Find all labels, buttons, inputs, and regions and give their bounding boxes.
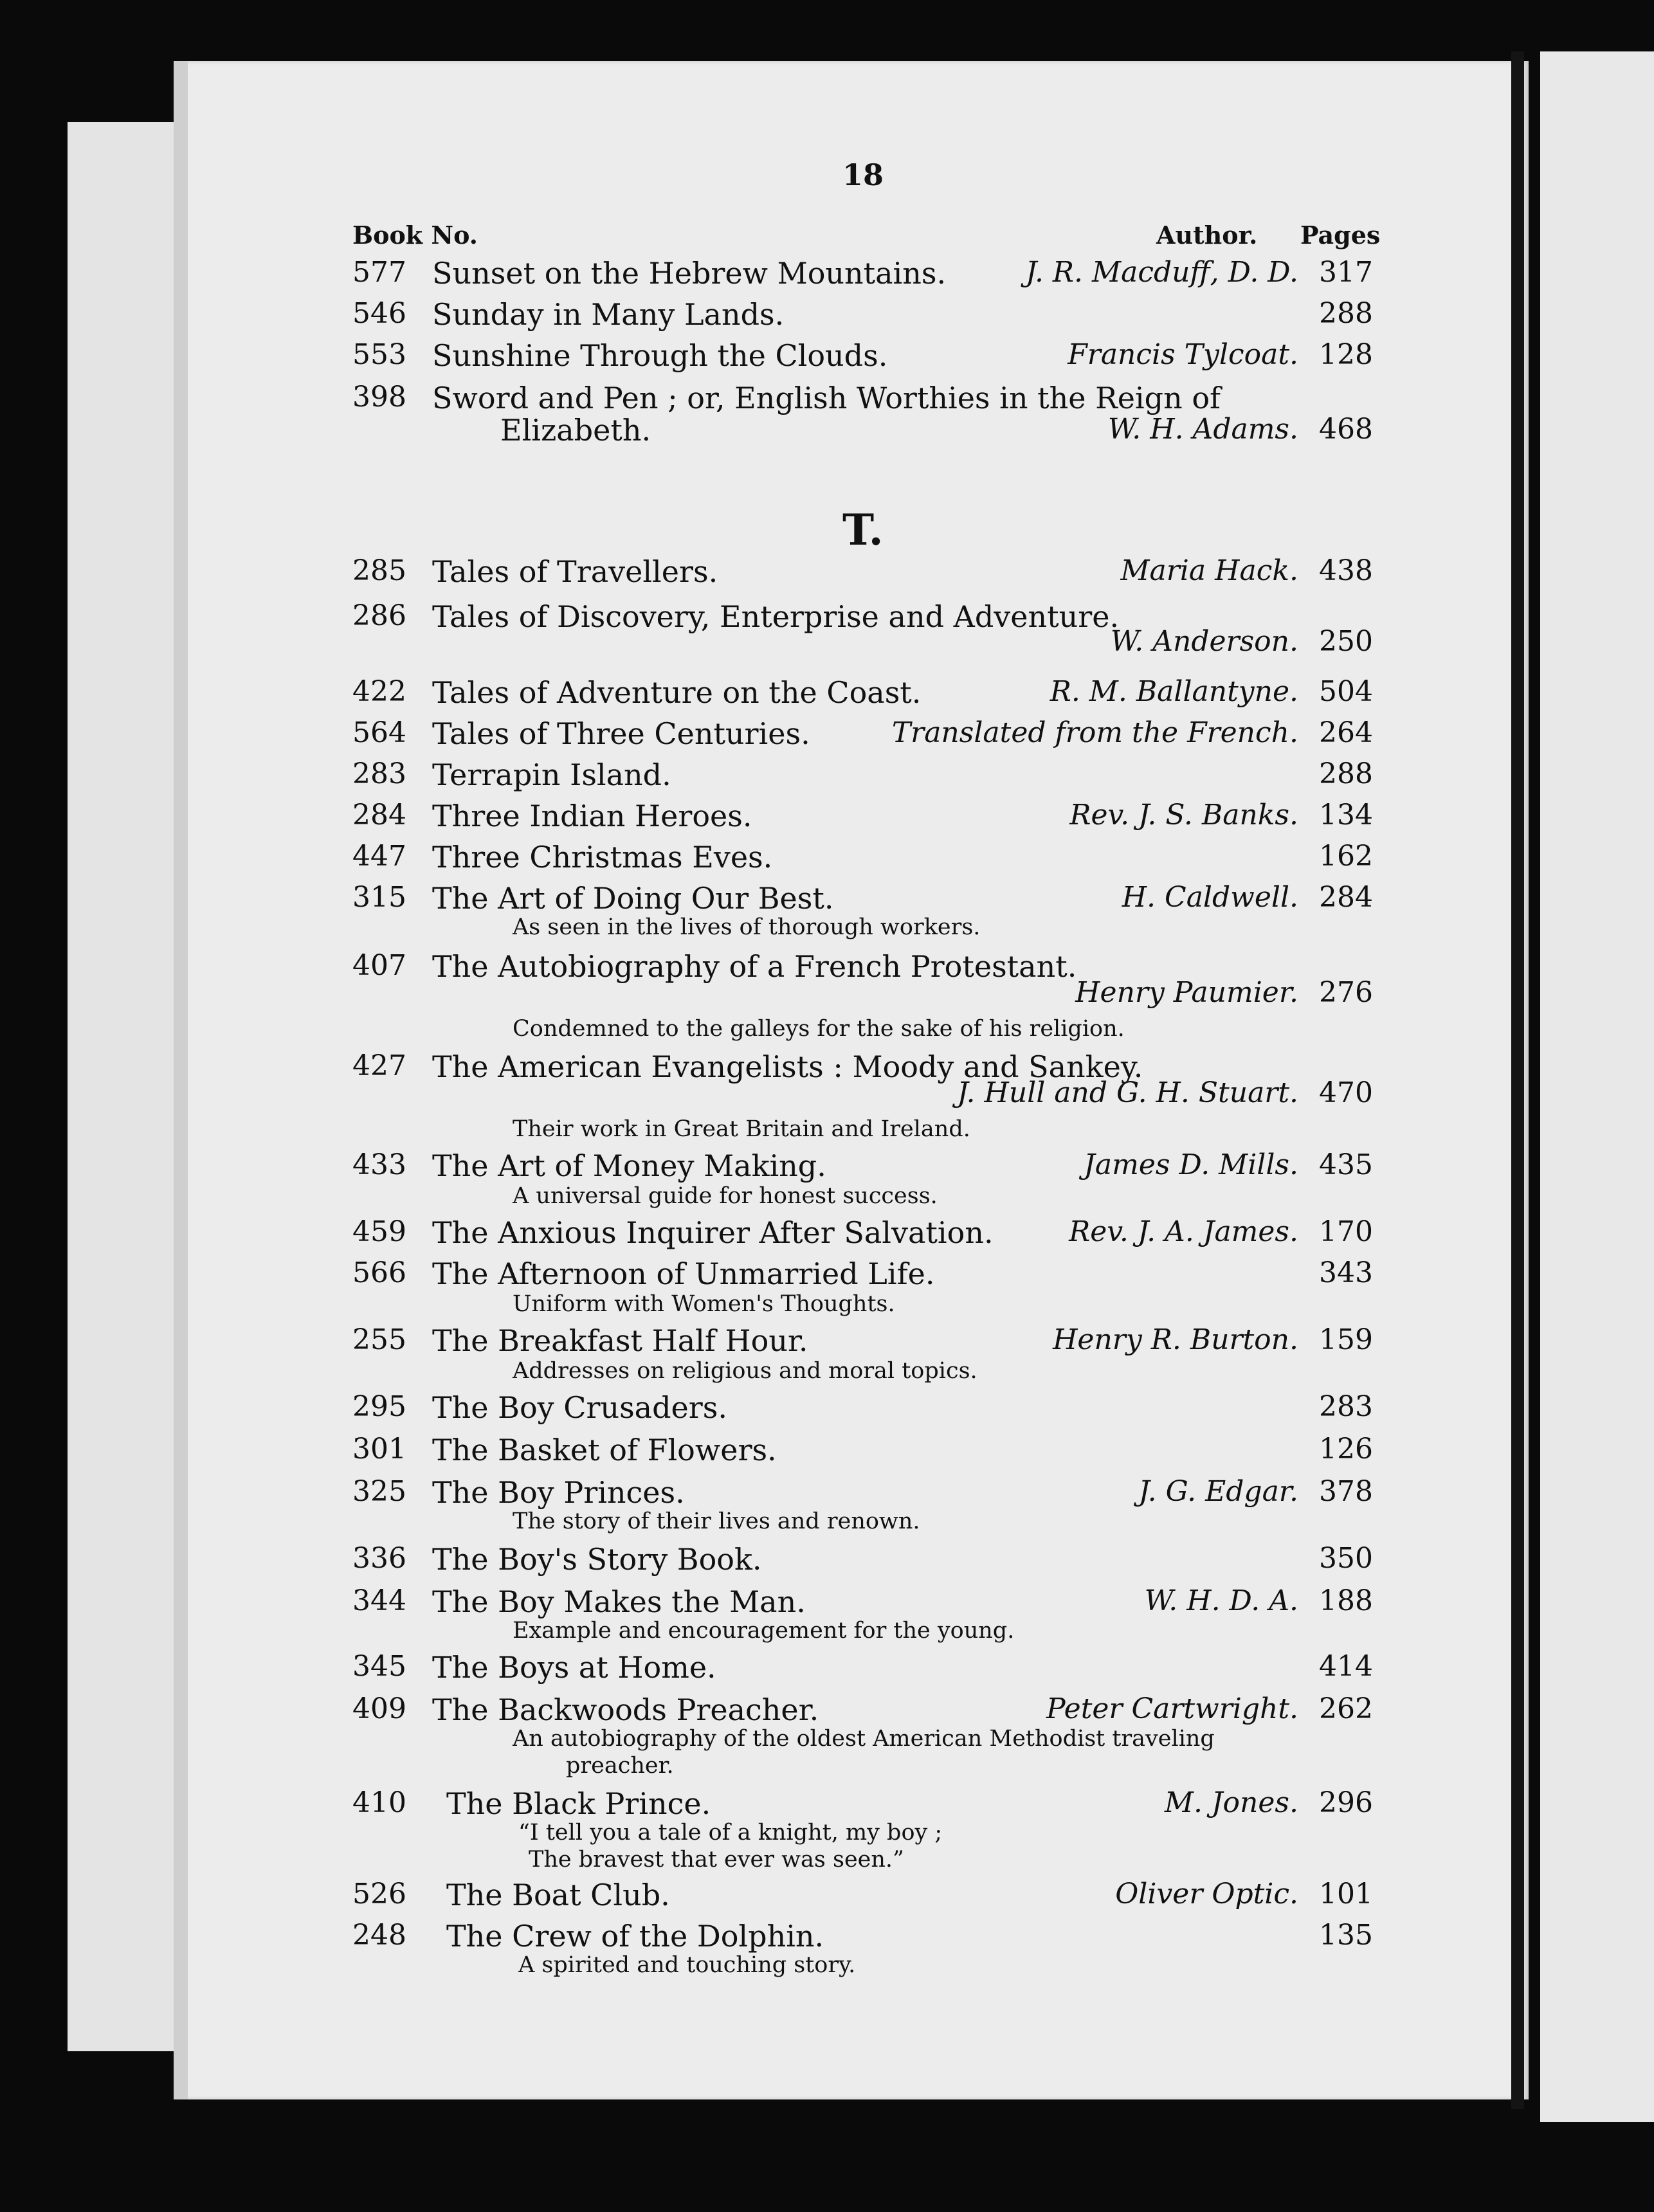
book-title: Three Indian Heroes.: [432, 799, 752, 833]
book-title: Terrapin Island.: [432, 757, 671, 792]
book-pages: 162: [1319, 840, 1373, 873]
book-pages: 188: [1319, 1584, 1373, 1617]
catalog-entry: [0, 554, 1654, 595]
book-pages: 438: [1319, 554, 1373, 587]
book-title: Tales of Three Centuries.: [432, 716, 810, 751]
book-pages: 378: [1319, 1475, 1373, 1508]
book-title: Three Christmas Eves.: [432, 840, 773, 875]
book-note: A universal guide for honest success.: [513, 1183, 938, 1209]
book-pages: 288: [1319, 297, 1373, 330]
book-note: An autobiography of the oldest American Methodist traveling: [513, 1726, 1215, 1752]
book-title: The Black Prince.: [446, 1786, 711, 1821]
book-title: The Breakfast Half Hour.: [432, 1323, 808, 1358]
book-note-continued: preacher.: [566, 1753, 674, 1779]
book-title: Sunset on the Hebrew Mountains.: [432, 256, 947, 291]
book-pages: 126: [1319, 1433, 1373, 1465]
book-title: The Art of Money Making.: [432, 1148, 826, 1183]
book-note: Uniform with Women's Thoughts.: [513, 1291, 895, 1317]
book-pages: 276: [1319, 976, 1373, 1009]
book-title: The Afternoon of Unmarried Life.: [432, 1256, 935, 1291]
book-note: A spirited and touching story.: [518, 1952, 856, 1978]
book-pages: 262: [1319, 1692, 1373, 1725]
book-pages: 470: [1319, 1076, 1373, 1109]
book-number: 345: [352, 1650, 406, 1683]
book-number: 422: [352, 675, 406, 708]
book-pages: 435: [1319, 1148, 1373, 1181]
book-title: The Boy Princes.: [432, 1475, 685, 1510]
book-author: M. Jones.: [1164, 1786, 1298, 1819]
book-author: Rev. J. S. Banks.: [1069, 799, 1298, 831]
book-title: The Art of Doing Our Best.: [432, 881, 834, 916]
book-pages: 350: [1319, 1542, 1373, 1575]
catalog-entry: [0, 1542, 1654, 1583]
book-title: The Boy's Story Book.: [432, 1542, 762, 1577]
catalog-entry: [0, 840, 1654, 881]
book-title: The Anxious Inquirer After Salvation.: [432, 1215, 994, 1250]
book-number: 344: [352, 1584, 406, 1617]
book-pages: 128: [1319, 338, 1373, 371]
book-number: 546: [352, 297, 406, 330]
book-pages: 284: [1319, 881, 1373, 914]
catalog-entry: [0, 1390, 1654, 1431]
book-title: The Basket of Flowers.: [432, 1433, 777, 1467]
book-author: James D. Mills.: [1084, 1148, 1298, 1181]
book-pages: 343: [1319, 1256, 1373, 1289]
book-pages: 288: [1319, 757, 1373, 790]
book-author: Oliver Optic.: [1115, 1878, 1298, 1910]
book-pages: 504: [1319, 675, 1373, 708]
book-number: 301: [352, 1433, 406, 1465]
book-author: H. Caldwell.: [1122, 881, 1298, 914]
book-title: Sword and Pen ; or, English Worthies in the Reign of: [432, 381, 1221, 415]
catalog-entry: [0, 1878, 1654, 1919]
book-title: Sunday in Many Lands.: [432, 297, 785, 332]
book-number: 577: [352, 256, 406, 289]
book-number: 447: [352, 840, 406, 873]
book-note: The story of their lives and renown.: [513, 1509, 920, 1534]
book-number: 398: [352, 381, 406, 413]
catalog-note: [0, 1952, 1654, 1993]
book-pages: 414: [1319, 1650, 1373, 1683]
book-title: Tales of Travellers.: [432, 554, 718, 589]
book-number: 283: [352, 757, 406, 790]
book-author: Henry R. Burton.: [1053, 1323, 1298, 1356]
catalog-entry: [0, 716, 1654, 757]
book-author: Maria Hack.: [1120, 554, 1298, 587]
book-author: Rev. J. A. James.: [1069, 1215, 1298, 1248]
catalog-entry-continued: [0, 1076, 1654, 1118]
book-pages: 250: [1319, 625, 1373, 658]
book-number: 553: [352, 338, 406, 371]
book-number: 295: [352, 1390, 406, 1423]
book-number: 407: [352, 949, 406, 982]
book-note: Example and encouragement for the young.: [513, 1618, 1015, 1644]
book-number: 564: [352, 716, 406, 749]
book-number: 459: [352, 1215, 406, 1248]
book-number: 248: [352, 1919, 406, 1952]
book-number: 325: [352, 1475, 406, 1508]
book-title: Tales of Adventure on the Coast.: [432, 675, 922, 710]
book-note: Addresses on religious and moral topics.: [513, 1358, 977, 1384]
book-title: The Crew of the Dolphin.: [446, 1919, 824, 1954]
book-title: The Backwoods Preacher.: [432, 1692, 819, 1727]
book-pages: 101: [1319, 1878, 1373, 1910]
book-title: The Boat Club.: [446, 1878, 670, 1912]
book-author: R. M. Ballantyne.: [1050, 675, 1298, 708]
book-author: Translated from the French.: [891, 716, 1298, 749]
catalog-entry: [0, 675, 1654, 716]
book-title-continued: Elizabeth.: [500, 413, 651, 448]
book-note-continued: The bravest that ever was seen.”: [529, 1847, 904, 1872]
book-pages: 283: [1319, 1390, 1373, 1423]
book-pages: 159: [1319, 1323, 1373, 1356]
header-book-no: Book No.: [352, 221, 478, 249]
catalog-entry: [0, 338, 1654, 379]
book-author: W. H. Adams.: [1107, 413, 1298, 446]
catalog-entry-continued: [0, 976, 1654, 1017]
catalog-entry: [0, 757, 1654, 799]
book-note: Condemned to the galleys for the sake of his religion.: [513, 1016, 1125, 1042]
book-title: The Boys at Home.: [432, 1650, 716, 1685]
book-pages: 135: [1319, 1919, 1373, 1952]
book-number: 410: [352, 1786, 406, 1819]
catalog-entry: [0, 297, 1654, 338]
catalog-entry: [0, 1215, 1654, 1256]
header-author: Author.: [1156, 221, 1258, 249]
book-pages: 264: [1319, 716, 1373, 749]
section-letter: T.: [842, 505, 884, 555]
book-number: 427: [352, 1049, 406, 1082]
book-pages: 134: [1319, 799, 1373, 831]
page-number: 18: [842, 158, 884, 192]
book-pages: 317: [1319, 256, 1373, 289]
catalog-entry: [0, 1650, 1654, 1691]
book-number: 566: [352, 1256, 406, 1289]
book-note: As seen in the lives of thorough workers.: [513, 914, 981, 940]
book-number: 409: [352, 1692, 406, 1725]
book-pages: 468: [1319, 413, 1373, 446]
book-title: Sunshine Through the Clouds.: [432, 338, 888, 373]
book-number: 433: [352, 1148, 406, 1181]
book-note: “I tell you a tale of a knight, my boy ;: [518, 1820, 943, 1845]
catalog-entry-continued: [0, 625, 1654, 666]
catalog-entry-continued: [0, 413, 1654, 454]
book-author: J. G. Edgar.: [1138, 1475, 1298, 1508]
book-author: Henry Paumier.: [1075, 976, 1298, 1009]
book-author: J. Hull and G. H. Stuart.: [957, 1076, 1298, 1109]
book-pages: 296: [1319, 1786, 1373, 1819]
header-pages: Pages: [1300, 221, 1381, 249]
book-author: W. Anderson.: [1110, 625, 1298, 658]
book-note: Their work in Great Britain and Ireland.: [513, 1116, 970, 1142]
book-author: Francis Tylcoat.: [1068, 338, 1298, 371]
book-number: 255: [352, 1323, 406, 1356]
catalog-entry: [0, 1433, 1654, 1474]
book-number: 336: [352, 1542, 406, 1575]
catalog-entry: [0, 256, 1654, 297]
book-number: 285: [352, 554, 406, 587]
book-title: Tales of Discovery, Enterprise and Adventure.: [432, 599, 1120, 634]
book-number: 526: [352, 1878, 406, 1910]
book-title: The Boy Makes the Man.: [432, 1584, 806, 1619]
catalog-entry: [0, 799, 1654, 840]
book-author: W. H. D. A.: [1144, 1584, 1298, 1617]
book-author: Peter Cartwright.: [1046, 1692, 1298, 1725]
book-pages: 170: [1319, 1215, 1373, 1248]
book-number: 315: [352, 881, 406, 914]
book-title: The Autobiography of a French Protestant.: [432, 949, 1077, 984]
book-number: 284: [352, 799, 406, 831]
book-number: 286: [352, 599, 406, 632]
book-title: The Boy Crusaders.: [432, 1390, 727, 1425]
book-title: The American Evangelists : Moody and Sankey.: [432, 1049, 1143, 1084]
book-author: J. R. Macduff, D. D.: [1025, 256, 1298, 289]
